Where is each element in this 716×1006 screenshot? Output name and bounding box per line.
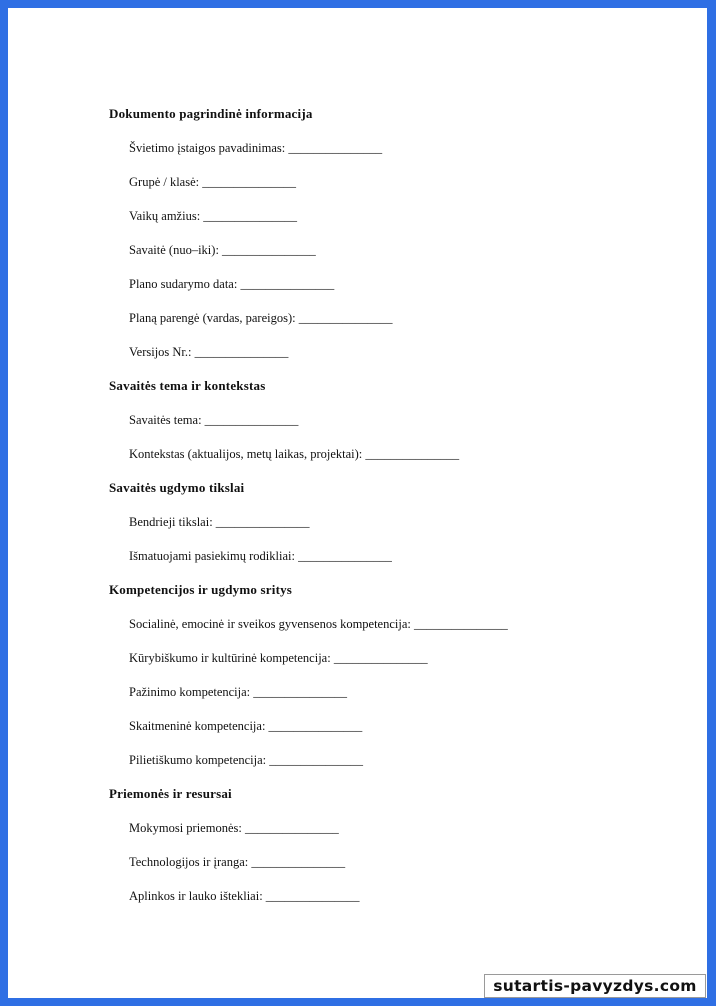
field-citizenship-competency: Pilietiškumo kompetencija: _______________ (129, 753, 364, 767)
section-title: Savaitės ugdymo tikslai (109, 480, 245, 495)
field-technology-equipment: Technologijos ir įranga: _______________ (129, 855, 346, 869)
section-resources (109, 786, 669, 922)
field-group-class: Grupė / klasė: _______________ (129, 175, 296, 189)
watermark-link[interactable]: sutartis-pavyzdys.com (484, 974, 706, 998)
section-goals (109, 480, 669, 582)
field-version-number: Versijos Nr.: _______________ (129, 345, 289, 359)
field-week-theme: Savaitės tema: _______________ (129, 413, 299, 427)
field-cognitive-competency: Pažinimo kompetencija: _______________ (129, 685, 348, 699)
field-measurable-indicators: Išmatuojami pasiekimų rodikliai: _______________ (129, 549, 392, 563)
document-content (109, 106, 669, 922)
section-title: Savaitės tema ir kontekstas (109, 378, 266, 393)
field-context: Kontekstas (aktualijos, metų laikas, projektai): _______________ (129, 447, 460, 461)
section-title: Dokumento pagrindinė informacija (109, 106, 313, 121)
field-plan-author: Planą parengė (vardas, pareigos): _______________ (129, 311, 393, 325)
section-week-theme (109, 378, 669, 480)
field-digital-competency: Skaitmeninė kompetencija: _______________ (129, 719, 363, 733)
section-title: Priemonės ir resursai (109, 786, 232, 801)
field-week-range: Savaitė (nuo–iki): _______________ (129, 243, 316, 257)
section-basic-info (109, 106, 669, 378)
field-outdoor-resources: Aplinkos ir lauko ištekliai: _______________ (129, 889, 360, 903)
field-institution-name: Švietimo įstaigos pavadinimas: _______________ (129, 141, 383, 155)
document-page (8, 8, 707, 998)
field-creativity-competency: Kūrybiškumo ir kultūrinė kompetencija: _______________ (129, 651, 428, 665)
field-children-age: Vaikų amžius: _______________ (129, 209, 298, 223)
section-competencies (109, 582, 669, 786)
field-learning-materials: Mokymosi priemonės: _______________ (129, 821, 339, 835)
field-plan-date: Plano sudarymo data: _______________ (129, 277, 335, 291)
field-general-goals: Bendrieji tikslai: _______________ (129, 515, 310, 529)
section-title: Kompetencijos ir ugdymo sritys (109, 582, 293, 597)
field-social-competency: Socialinė, emocinė ir sveikos gyvensenos kompetencija: _______________ (129, 617, 508, 631)
